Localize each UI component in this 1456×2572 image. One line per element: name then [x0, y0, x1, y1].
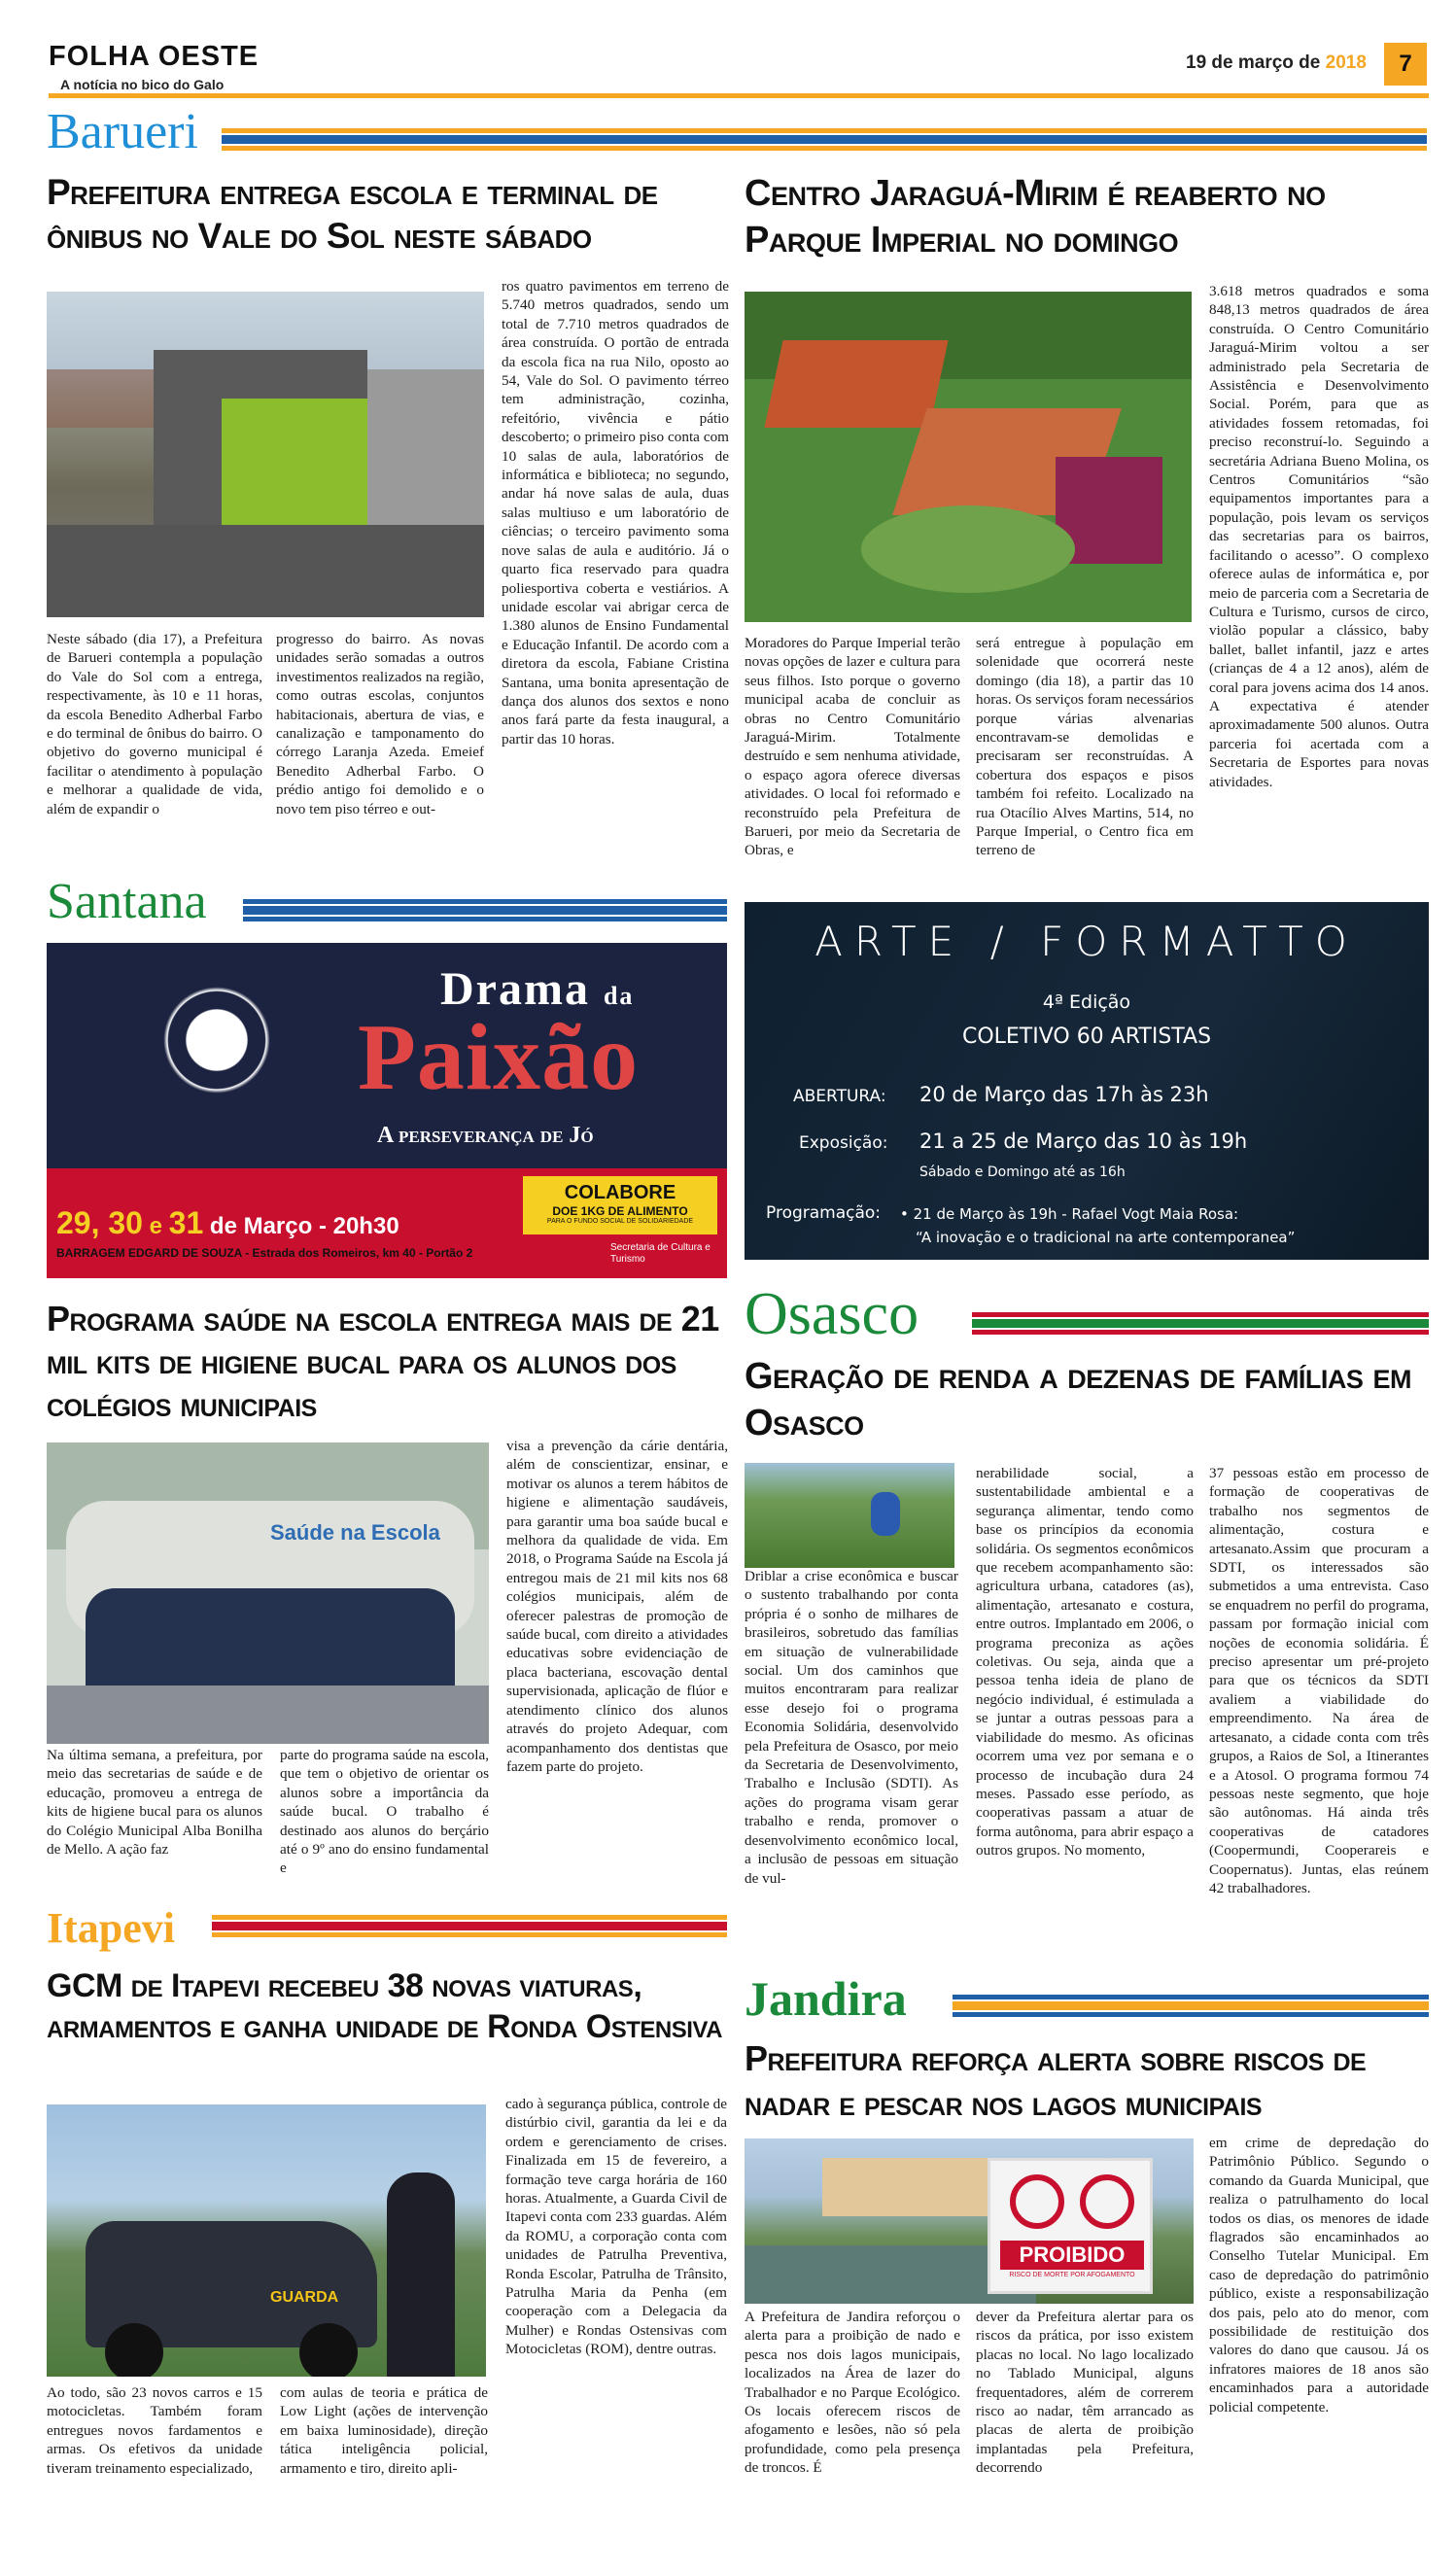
article-saude-col1: Na última semana, a prefeitura, por meio das secretarias de saúde e de educação, promoveu a entrega de kits de higiene bucal para os alunos do Colégio Municipal Alba Bonilha de Mello. A ação faz — [47, 1747, 262, 1859]
article-jaragua-col2: Moradores do Parque Imperial terão novas opções de lazer e cultura para seus filhos. Isto porque o governo municipal acaba de concluir as obras no Centro Comunitário Jaraguá-Mirim. Totalmente destruído e sem nenhuma atividade, o espaço agora oferece diversas atividades. O local foi reformado e reconstruído pela Prefeitura de Barueri, por meio da Secretaria de Obras, e — [745, 635, 960, 859]
article-jaragua-col1: 3.618 metros quadrados e soma 848,13 metros quadrados de área construída. O Centro Comunitário Jaraguá-Mirim voltou a ser administrado pela Secretaria de Assistência e Desenvolvimento Social. Porém, para que as atividades fossem retomadas, foi preciso reconstruí-lo. Seguindo a secretária Adriana Bueno Molina, os Centros Comunitários “são equipamentos importantes para a população, pois levam os serviços das secretarias para os bairros, facilitando o acesso”. O complexo oferece aulas de informática e, por meio de parceria com a Secretaria de Cultura e Turismo, cursos de circo, violão popular a clássico, baby ballet, ballet infantil, jazz e artes (crianças de 4 a 12 anos), além de coral para jovens acima dos 14 anos. A expectativa é atender aproximadamente 500 alunos. Outra parceria foi acertada com a Secretaria de Esportes para novas atividades. — [1209, 283, 1429, 790]
article-jaragua-col3: será entregue à população em solenidade que ocorrerá neste domingo (dia 18), a partir das 10 horas. Os serviços foram necessários porque várias alvenarias encontravam-se demolidas e precisaram ser reconstruídas. A cobertura dos espaços e pisos também foi refeito. Localizado na rua Otacílio Alves Martins, 514, no Parque Imperial, o Centro fica em terreno de — [976, 635, 1194, 859]
article-itapevi-col1: Ao todo, são 23 novos carros e 15 motocicletas. Também foram entregues novos fardamentos e armas. Os efetivos da unidade tiveram treinamento especializado, — [47, 2384, 262, 2477]
article-barueri-col3: ros quatro pavimentos em terreno de 5.740 metros quadrados, sendo um total de 7.710 metros quadrados de área construída. O portão de entrada da escola fica na rua Nilo, oposto ao 54, Vale do Sol. O pavimento térreo tem administração, cozinha, refeitório, vivência e pátio descoberto; o primeiro piso conta com 10 salas de aula, laboratórios de informática e biblioteca; no segundo, andar há nove salas de aula, duas salas multiuso e um laboratório de ciências; o terceiro pavimento soma nove salas de aula e auditório. Já o quarto fica reservado para quadra poliesportiva coberta e vestiários. A unidade escolar vai abrigar cerca de 1.380 alunos de Ensino Fundamental e Educação Infantil. De acordo com a diretora da escola, Fabiane Cristina Santana, uma bonita apresentação de dança dos alunos dos sextos e nono anos fará parte da festa inaugural, a partir das 10 horas. — [502, 278, 729, 747]
drama-place: BARRAGEM EDGARD DE SOUZA - Estrada dos Romeiros, km 40 - Portão 2 — [56, 1246, 473, 1260]
article-jandira-col3: em crime de depredação do Patrimônio Público. Segundo o comando da Guarda Municipal, que realiza o patrulhamento do local todos os dias, os menores de idade flagrados são encaminhados ao Conselho Tutelar Municipal. Em caso de depredação do patrimônio público, existe a responsabilização dos pais, pelo ato do menor, com possibilidade de restituição dos valores do dano que causou. Já os infratores maiores de 18 anos são encaminhados para a autoridade policial competente. — [1209, 2135, 1429, 2416]
section-jandira: Jandira — [745, 1971, 907, 2026]
arte-expo-note: Sábado e Domingo até as 16h — [919, 1164, 1126, 1180]
arte-formatto-ad[interactable] — [745, 902, 1429, 1260]
community-center-photo — [745, 292, 1192, 622]
section-itapevi: Itapevi — [47, 1904, 175, 1952]
article-itapevi-col2: com aulas de teoria e prática de Low Light (ações de intervenção em baixa luminosidade), direção tática inteligência policial, armamento e tiro, direito apli- — [280, 2384, 488, 2477]
section-bars-barueri — [222, 128, 1427, 152]
page-number: 7 — [1384, 43, 1427, 86]
article-osasco-col3: 37 pessoas estão em processo de formação de cooperativas de trabalho nos segmentos de alimentação, costura e artesanato.Assim que procuram a SDTI, os interessados são submetidos a uma entrevista. Caso se enquadrem no perfil do programa, passam por formação inicial com noções de economia solidária. É preciso apresentar um pré-projeto para que os técnicos da SDTI avaliem a viabilidade do empreendimento. Na área de artesanato, a cidade conta com três grupos, a Raios de Sol, a Itinerantes e a Atosol. O programa formou 74 pessoas neste segmento, que hoje são autônomas. Há ainda três cooperativas de catadores (Coopermundi, Cooperareis e Coopernatus). Juntas, elas reúnem 42 trabalhadores. — [1209, 1465, 1429, 1896]
article-osasco-col1: Driblar a crise econômica e buscar o sustento trabalhando por conta própria é o sonho de milhares de brasileiros, sobretudo das famílias em situação de vulnerabilidade social. Um dos caminhos que muitos encontraram para realizar esse desejo foi o programa Economia Solidária, desenvolvido pela Prefeitura de Osasco, por meio da Secretaria de Desenvolvimento, Trabalho e Inclusão (SDTI). As ações do programa visam gerar trabalho e renda, promover o desenvolvimento econômico local, a inclusão de pessoas em situação de vul- — [745, 1568, 958, 1887]
no-fishing-icon — [1080, 2174, 1134, 2229]
drama-paixao-ad[interactable]: Drama da Paixão A perseverança de Jó 29, 30 e 31 de Março - 20h30 BARRAGEM EDGARD DE SOUZA - Estrada dos Romeiros, km 40 - Portão 2 COLABORE DOE 1KG DE ALIMENTO PARA O FUNDO SOCIAL DE SOLIDARIEDADE Secretaria de Cultura e Turismo — [47, 943, 727, 1278]
paixao-title: Paixão — [358, 1005, 640, 1110]
article-saude-col3: visa a prevenção da cárie dentária, além de conscientizar, ensinar, e motivar os alunos a terem hábitos de higiene e alimentação saudáveis, para garantir uma boa saúde bucal e melhora da qualidade de vida. Em 2018, o Programa Saúde na Escola já entregou mais de 21 mil kits nos 68 colégios municipais, além de oferecer palestras de promoção de saúde bucal, com direito a atividades educativas sobre evidenciação de placa bacteriana, escovação dental supervisionada, aplicação de flúor e atendimento clínico dos alunos através do projeto Adequar, com acompanhamento dos dentistas que fazem parte do projeto. — [506, 1438, 728, 1775]
article-jandira-col1: A Prefeitura de Jandira reforçou o alerta para a proibição de nado e pesca nos dois lagos municipais, localizados na Área de lazer do Trabalhador e no Parque Ecológico. Os locais oferecem riscos de afogamento e lesões, não só pela profundidade, como pela presença de troncos. É — [745, 2309, 960, 2477]
arte-expo-value: 21 a 25 de Março das 10 às 19h — [919, 1130, 1248, 1153]
masthead-divider — [49, 93, 1429, 98]
prohibition-sign — [988, 2158, 1153, 2294]
article-itapevi-col3: cado à segurança pública, controle de distúrbio civil, garantia da lei e da ordem e gerenciamento de crises. Finalizada em 15 de fevereiro, a formação teve carga horária de 160 horas. Atualmente, a Guarda Civil de Itapevi conta com 233 guardas. Além da ROMU, a corporação conta com unidades de Patrulha Preventiva, Ronda Escolar, Patrulha de Trânsito, Patrulha Maria da Penha (em cooperação com a Delegacia da Mulher) e Rondas Ostensivas com Motocicletas (ROM), dentre outras. — [505, 2096, 727, 2358]
article-osasco-col2: nerabilidade social, a sustentabilidade ambiental e a segurança alimentar, tendo como base os princípios da economia solidária. Os segmentos econômicos que recebem acompanhamento são: agricultura urbana, catadores (as), alimentação, artesanato e costura, entre outros. Implantado em 2006, o programa preconiza as ações coletivas. Ou seja, ainda que a pessoa tenha ideia de plano de negócio individual, é estimulada a se juntar a outras pessoas para a viabilidade do mesmo. As oficinas ocorrem uma vez por semana e o processo de incubação dura 24 meses. Passado esse período, as cooperativas passam a atuar de forma autônoma, para abrir espaço a outros grupos. No momento, — [976, 1465, 1194, 1859]
arte-collective: COLETIVO 60 ARTISTAS — [961, 1025, 1212, 1049]
section-bars-santana — [243, 899, 727, 922]
article-saude-title: Programa saúde na escola entrega mais de 21 mil kits de higiene bucal para os alunos dos colégios municipais — [47, 1299, 719, 1424]
article-osasco-title: Geração de renda a dezenas de famílias em Osasco — [745, 1356, 1411, 1443]
arte-expo-label: Exposição: — [799, 1133, 888, 1153]
section-osasco: Osasco — [745, 1281, 919, 1347]
article-barueri-col2: progresso do bairro. As novas unidades serão somadas a outros investimentos realizados na região, como outras escolas, conjuntos habitacionais, abertura de vias, e canalização e tamponamento do córrego Laranja Azeda. Emeief Benedito Adherbal Farbo. O prédio antigo foi demolido e o novo tem piso térreo e out- — [276, 631, 484, 817]
article-barueri-title: Prefeitura entrega escola e terminal de ônibus no Vale do Sol neste sábado — [47, 172, 658, 256]
arte-open-value: 20 de Março das 17h às 23h — [919, 1083, 1209, 1106]
article-jaragua-title: Centro Jaraguá-Mirim é reaberto no Parque Imperial no domingo — [745, 173, 1326, 261]
sign-prohibited-label: PROIBIDO — [1000, 2241, 1144, 2270]
page-year: 2018 — [1325, 52, 1367, 73]
students-photo — [47, 1442, 489, 1744]
secretaria-cultura-label: Secretaria de Cultura e Turismo — [610, 1242, 711, 1265]
arte-prog-quote: “A inovação e o tradicional na arte contemporanea” — [916, 1229, 1296, 1246]
drama-dates: 29, 30 — [56, 1205, 143, 1240]
masthead-tagline: A notícia no bico do Galo — [60, 77, 225, 92]
section-bars-osasco — [972, 1312, 1429, 1336]
section-bars-itapevi — [212, 1915, 727, 1938]
masthead-title: FOLHA OESTE — [49, 41, 260, 72]
section-barueri: Barueri — [47, 104, 198, 159]
lake-photo — [745, 2138, 1194, 2304]
section-bars-jandira — [953, 1995, 1429, 2018]
drama-title: Drama — [440, 963, 590, 1015]
page-date: 19 de março de 2018 — [1186, 52, 1367, 73]
arte-formatto-title: ARTE / FORMATTO — [815, 918, 1359, 965]
drama-subtitle: A perseverança de Jó — [377, 1123, 594, 1148]
garden-photo — [745, 1463, 954, 1568]
arte-prog-label: Programação: — [766, 1203, 882, 1223]
article-itapevi-title: GCM de Itapevi recebeu 38 novas viaturas, armamentos e ganha unidade de Ronda Ostensiva — [47, 1967, 722, 2045]
saude-banner-label: Saúde na Escola — [270, 1520, 440, 1545]
article-jandira-col2: dever da Prefeitura alertar para os riscos da prática, por isso existem placas no local. No lago localizado no Tablado Municipal, alguns frequentadores, além de correrem risco ao nadar, têm arrancado as placas de alerta de proibição implantadas pela Prefeitura, decorrendo — [976, 2309, 1194, 2477]
colabore-label: COLABORE — [564, 1182, 676, 1203]
arte-open-label: ABERTURA: — [793, 1087, 886, 1106]
article-saude-col2: parte do programa saúde na escola, que tem o objetivo de orientar os alunos sobre a importância da saúde bucal. O trabalho é destinado aos alunos do berçário até o 9º ano do ensino fundamental e — [280, 1747, 489, 1877]
article-barueri-col1: Neste sábado (dia 17), a Prefeitura de Barueri contempla a população do Vale do Sol com a entrega, respectivamente, às 10 e 11 horas, da escola Benedito Adherbal Farbo e do terminal de ônibus do bairro. O objetivo do governo municipal é facilitar o atendimento à população e melhorar a qualidade de vida, além de expandir o — [47, 631, 262, 817]
no-swimming-icon — [1010, 2174, 1064, 2229]
jesus-face-icon — [124, 962, 309, 1118]
arte-edition: 4ª Edição — [1042, 991, 1131, 1013]
article-jandira-title: Prefeitura reforça alerta sobre riscos de nadar e pescar nos lagos municipais — [745, 2038, 1367, 2123]
school-photo — [47, 292, 484, 617]
drama-title-da: da — [603, 982, 635, 1010]
sign-warning-label: RISCO DE MORTE POR AFOGAMENTO — [1009, 2272, 1135, 2278]
police-vehicle-photo — [47, 2104, 486, 2377]
car-guard-label: GUARDA — [270, 2289, 339, 2306]
arte-prog-value: • 21 de Março às 19h - Rafael Vogt Maia Rosa: — [900, 1205, 1239, 1223]
section-santana: Santana — [47, 874, 207, 929]
